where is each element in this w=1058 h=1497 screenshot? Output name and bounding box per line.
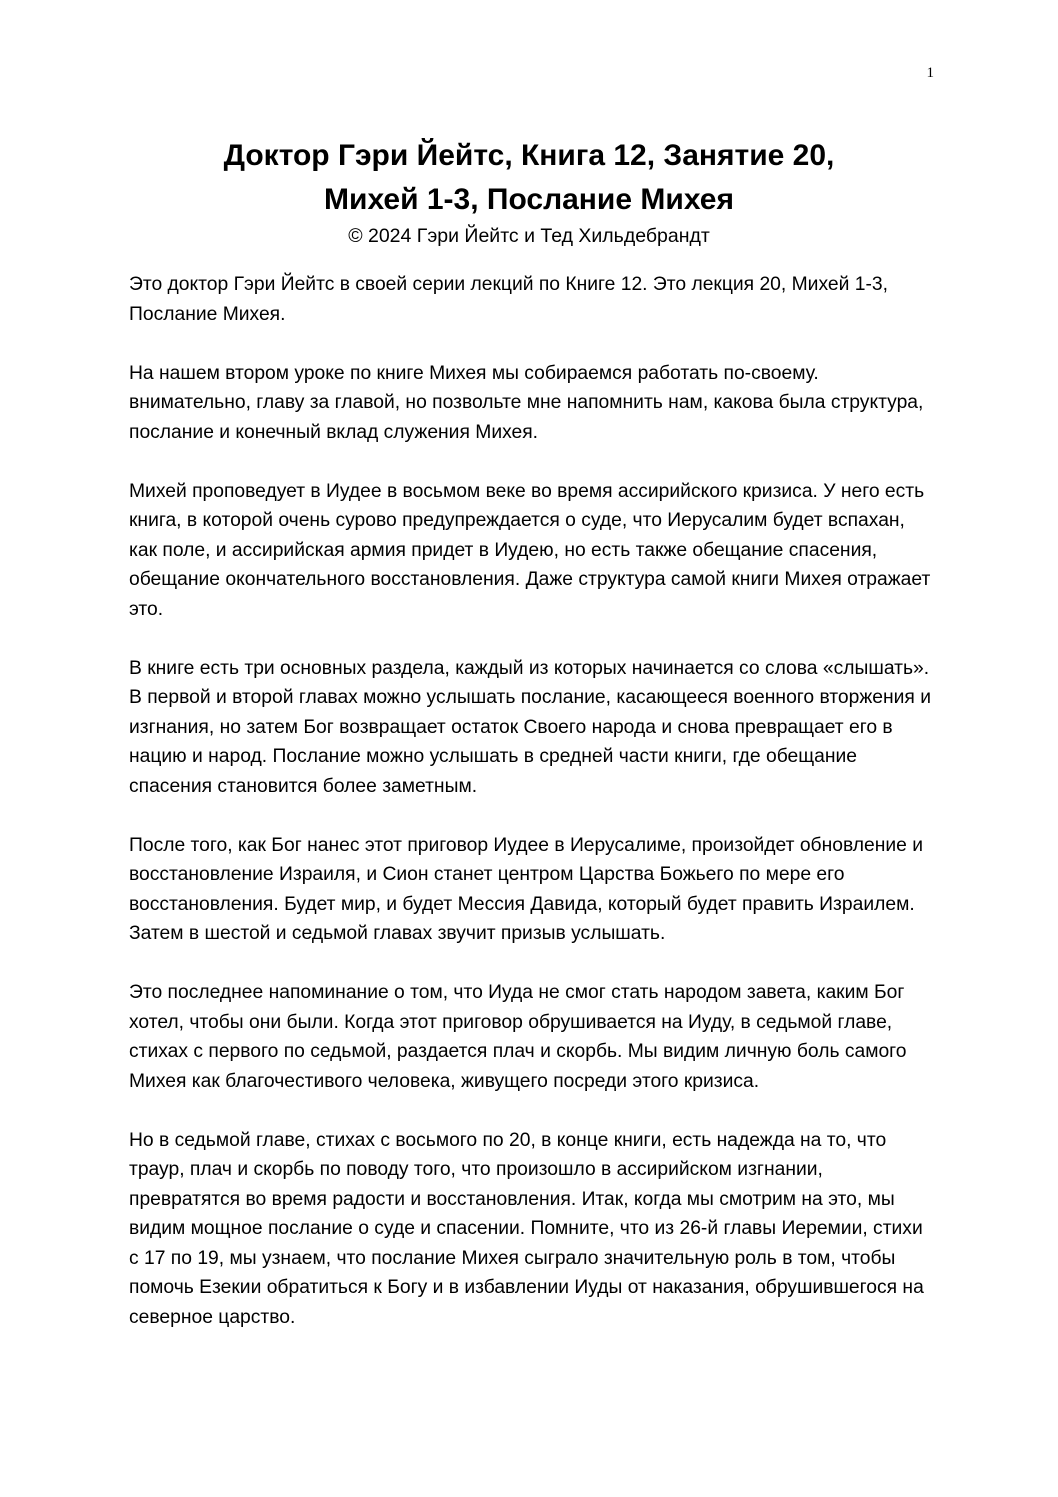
paragraph-7: Но в седьмой главе, стихах с восьмого по 20, в конце книги, есть надежда на то, что траур, плач и скорбь по поводу того, что произошло в ассирийском изгнании, превратятся во время радости и восстановления. Итак, когда мы смотрим на это, мы видим мощное послание о суде и спасении. Помните, что из 26-й главы Иеремии, стихи с 17 по 19, мы узнаем, что послание Михея сыграло значительную роль в том, чтобы помочь Езекии обратиться к Богу и в избавлении Иуды от наказания, обрушившегося на северное царство.	[129, 1129, 924, 1328]
paragraph-6: Это последнее напоминание о том, что Иуда не смог стать народом завета, каким Бог хотел, чтобы они были. Когда этот приговор обрушивается на Иуду, в седьмой главе, стихах с первого по седьмой, раздается плач и скорбь. Мы видим личную боль самого Михея как благочестивого человека, живущего посреди этого кризиса.	[129, 982, 907, 1092]
body-text	[129, 270, 937, 1362]
paragraph-4: В книге есть три основных раздела, каждый из которых начинается со слова «слышать». В первой и второй главах можно услышать послание, касающееся военного вторжения и изгнания, но затем Бог возвращает остаток Своего народа и снова превращает его в нацию и народ. Послание можно услышать в средней части книги, где обещание спасения становится более заметным.	[129, 657, 931, 797]
page-number: 1	[926, 65, 934, 81]
page-title-line-2: Михей 1-3, Послание Михея	[324, 183, 734, 216]
paragraph-5: После того, как Бог нанес этот приговор Иудее в Иерусалиме, произойдет обновление и восстановление Израиля, и Сион станет центром Царства Божьего по мере его восстановления. Будет мир, и будет Мессия Давида, который будет править Израилем. Затем в шестой и седьмой главах звучит призыв услышать.	[129, 834, 924, 944]
paragraph-3: Михей проповедует в Иудее в восьмом веке во время ассирийского кризиса. У него есть книга, в которой очень сурово предупреждается о суде, что Иерусалим будет вспахан, как поле, и ассирийская армия придет в Иудею, но есть также обещание спасения, обещание окончательного восстановления. Даже структура самой книги Михея отражает это.	[129, 480, 931, 620]
paragraph-1: Это доктор Гэри Йейтс в своей серии лекций по Книге 12. Это лекция 20, Михей 1-3, Послание Михея.	[129, 274, 888, 325]
page-title-line-1: Доктор Гэри Йейтс, Книга 12, Занятие 20,	[223, 139, 835, 172]
title-block	[0, 134, 1058, 250]
paragraph-2: На нашем втором уроке по книге Михея мы собираемся работать по-своему. внимательно, главу за главой, но позвольте мне напомнить нам, какова была структура, послание и конечный вклад служения Михея.	[129, 362, 924, 443]
copyright-notice: © 2024 Гэри Йейтс и Тед Хильдебрандт	[348, 225, 710, 247]
